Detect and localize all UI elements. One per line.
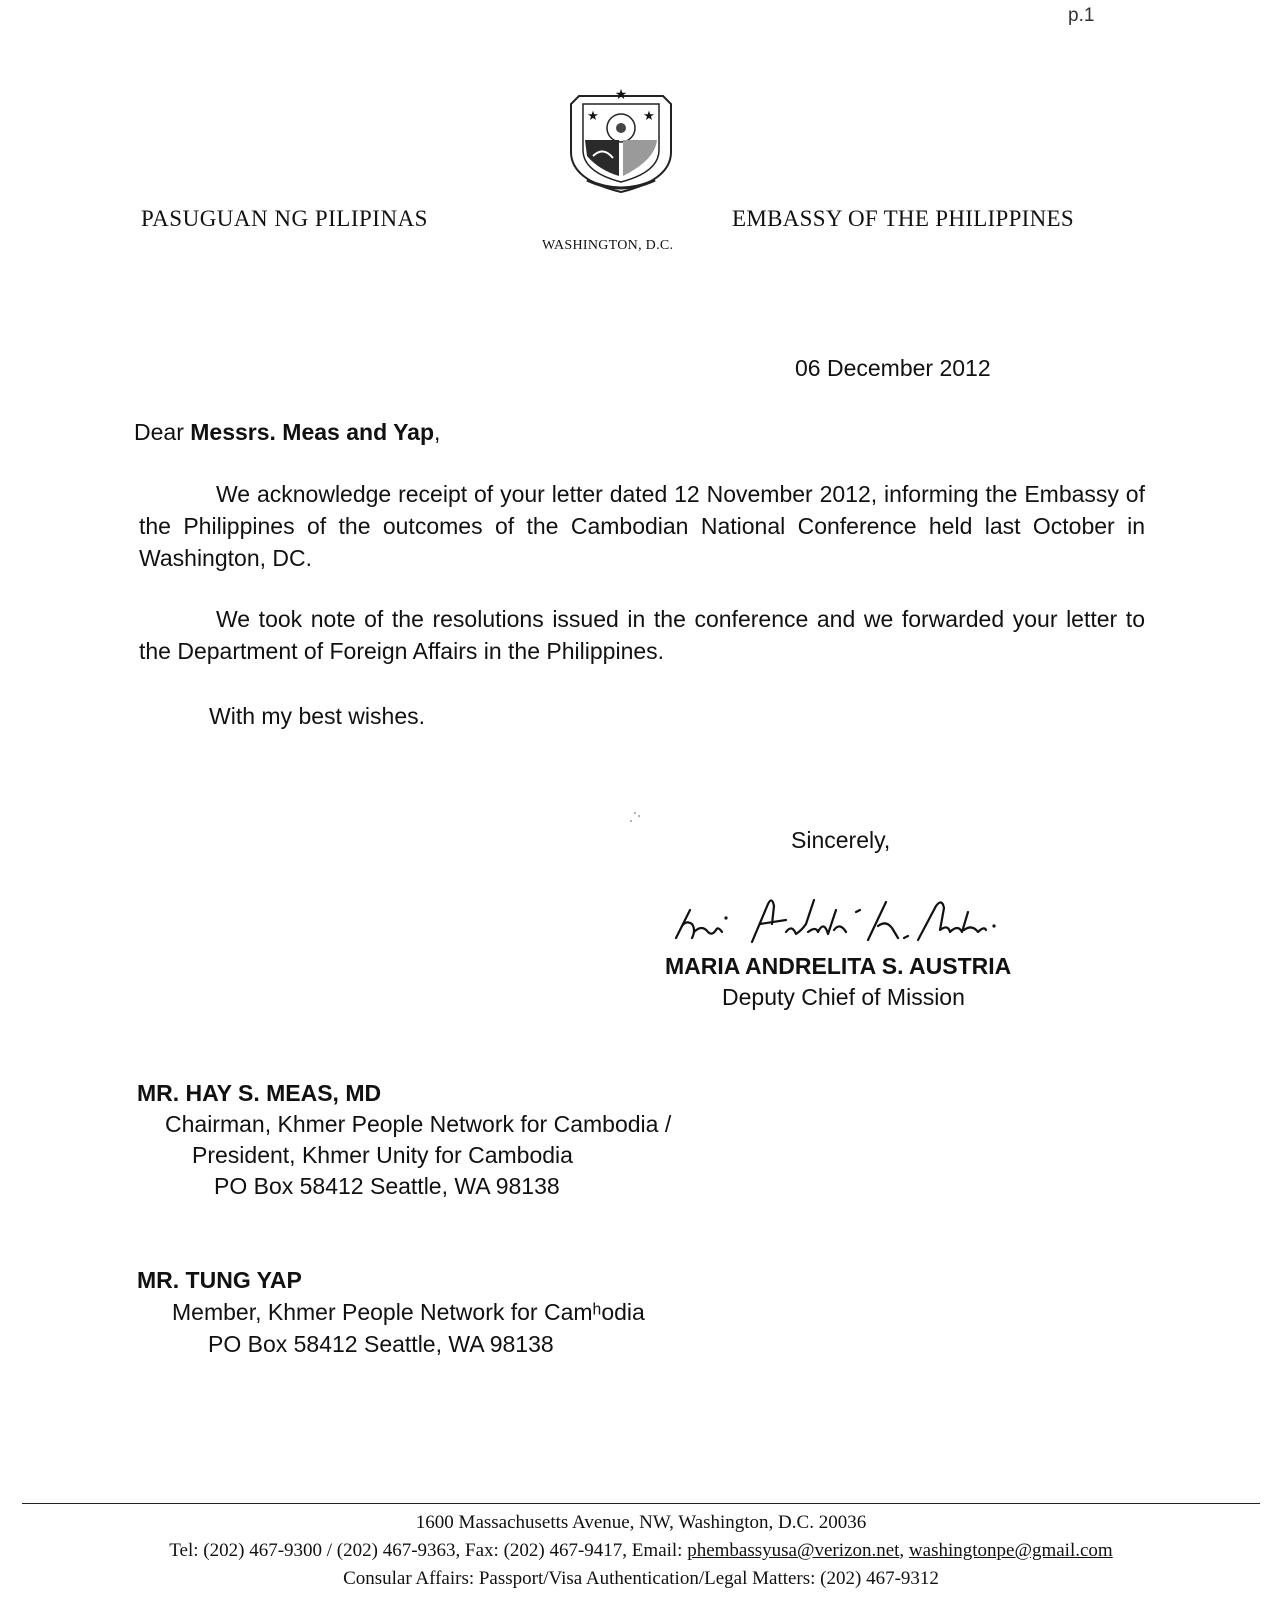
- letterhead-location: WASHINGTON, D.C.: [542, 238, 674, 253]
- scan-speck: [634, 812, 636, 814]
- salutation-prefix: Dear: [134, 419, 191, 445]
- signature-image: [668, 890, 1018, 950]
- footer-contact-prefix: Tel: (202) 467-9300 / (202) 467-9363, Fax: (202) 467-9417, Email:: [169, 1540, 688, 1561]
- footer-address: 1600 Massachusetts Avenue, NW, Washington, D.C. 20036: [415, 1512, 867, 1533]
- footer-consular: Consular Affairs: Passport/Visa Authentication/Legal Matters: (202) 467-9312: [343, 1568, 939, 1589]
- salutation: [134, 416, 440, 448]
- body-paragraph-2: We took note of the resolutions issued in the conference and we forwarded your letter to the Department of Foreign Affairs in the Philippines.: [139, 606, 1145, 664]
- scan-speck: [630, 820, 632, 822]
- recipient-1-line-3: PO Box 58412 Seattle, WA 98138: [214, 1173, 560, 1199]
- salutation-suffix: ,: [434, 419, 441, 445]
- signatory-name: MARIA ANDRELITA S. AUSTRIA: [665, 953, 1012, 979]
- philippine-seal-icon: [559, 80, 683, 200]
- signatory-title: Deputy Chief of Mission: [722, 984, 965, 1010]
- recipient-2-name: MR. TUNG YAP: [137, 1267, 302, 1293]
- closing: Sincerely,: [791, 827, 891, 853]
- page-number: p.1: [1068, 5, 1095, 26]
- svg-text:★: ★: [614, 87, 628, 103]
- body-paragraph-1: We acknowledge receipt of your letter dated 12 November 2012, informing the Embassy of the Philippines of the outcomes of the Cambodian National Conference held last October in Washington, DC.: [139, 481, 1145, 571]
- recipient-1-line-1: Chairman, Khmer People Network for Cambodia /: [165, 1111, 672, 1137]
- recipient-2-line-2: PO Box 58412 Seattle, WA 98138: [208, 1331, 554, 1357]
- body-paragraph-3: With my best wishes.: [209, 703, 425, 729]
- svg-text:★: ★: [643, 109, 655, 124]
- footer-email-2-link[interactable]: washingtonpe@gmail.com: [908, 1540, 1113, 1561]
- recipient-1-name: MR. HAY S. MEAS, MD: [137, 1080, 382, 1106]
- letterhead-left-title: PASUGUAN NG PILIPINAS: [141, 206, 428, 231]
- footer-separator: ,: [899, 1540, 909, 1561]
- footer-contact: [0, 1540, 1282, 1562]
- recipient-1-line-2: President, Khmer Unity for Cambodia: [192, 1142, 573, 1168]
- footer-divider: [22, 1503, 1260, 1504]
- recipient-2-line-1: Member, Khmer People Network for Camʰodia: [172, 1299, 645, 1325]
- svg-text:★: ★: [587, 109, 599, 124]
- scan-speck: [638, 815, 640, 817]
- salutation-names: Messrs. Meas and Yap: [190, 419, 435, 445]
- footer-email-1-link[interactable]: phembassyusa@verizon.net: [687, 1540, 900, 1561]
- letter-date: 06 December 2012: [795, 355, 991, 381]
- letterhead-right-title: EMBASSY OF THE PHILIPPINES: [732, 206, 1074, 231]
